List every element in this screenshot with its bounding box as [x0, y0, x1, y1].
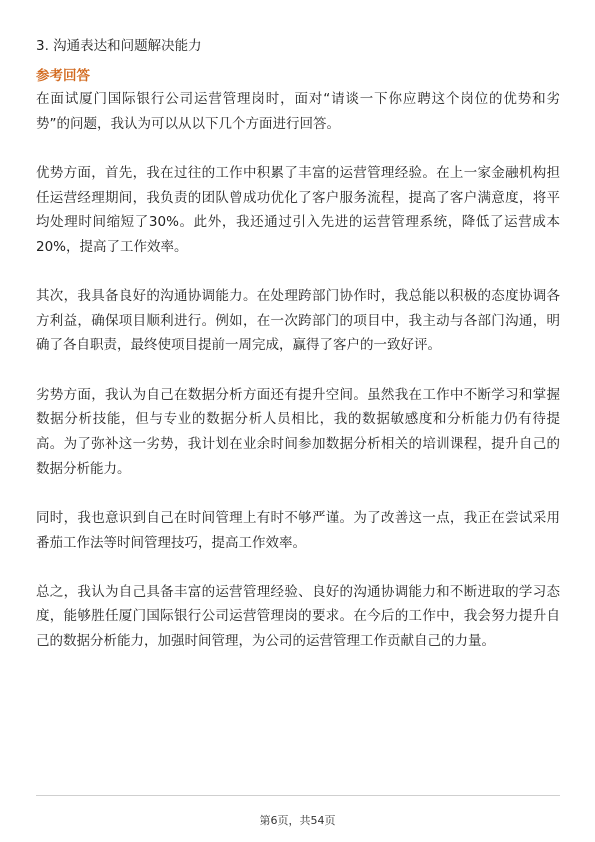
answer-paragraph: 同时，我也意识到自己在时间管理上有时不够严谨。为了改善这一点，我正在尝试采用番茄工作法等时间管理技巧，提高工作效率。	[36, 509, 560, 551]
answer-paragraph: 劣势方面，我认为自己在数据分析方面还有提升空间。虽然我在工作中不断学习和掌握数据分析技能，但与专业的数据分析人员相比，我的数据敏感度和分析能力仍有待提高。为了弥补这一劣势，我计划在业余时间参加数据分析相关的培训课程，提升自己的数据分析能力。	[36, 386, 560, 477]
footer-divider	[36, 795, 560, 796]
page-content	[36, 35, 560, 654]
answer-paragraph: 在面试厦门国际银行公司运营管理岗时，面对“请谈一下你应聘这个岗位的优势和劣势”的问题，我认为可以从以下几个方面进行回答。	[36, 91, 560, 132]
page-number: 第6页，共54页	[259, 814, 336, 827]
answer-body	[36, 87, 560, 654]
question-title: 3. 沟通表达和问题解决能力	[36, 38, 202, 54]
answer-label: 参考回答	[36, 68, 90, 84]
answer-paragraph: 优势方面，首先，我在过往的工作中积累了丰富的运营管理经验。在上一家金融机构担任运营经理期间，我负责的团队曾成功优化了客户服务流程，提高了客户满意度，将平均处理时间缩短了30%。此外，我还通过引入先进的运营管理系统，降低了运营成本20%，提高了工作效率。	[36, 164, 560, 255]
answer-paragraph: 其次，我具备良好的沟通协调能力。在处理跨部门协作时，我总能以积极的态度协调各方利益，确保项目顺利进行。例如，在一次跨部门的项目中，我主动与各部门沟通，明确了各自职责，最终使项目提前一周完成，赢得了客户的一致好评。	[36, 288, 560, 354]
answer-paragraph: 总之，我认为自己具备丰富的运营管理经验、良好的沟通协调能力和不断进取的学习态度，能够胜任厦门国际银行公司运营管理岗的要求。在今后的工作中，我会努力提升自己的数据分析能力，加强时间管理，为公司的运营管理工作贡献自己的力量。	[36, 583, 560, 650]
